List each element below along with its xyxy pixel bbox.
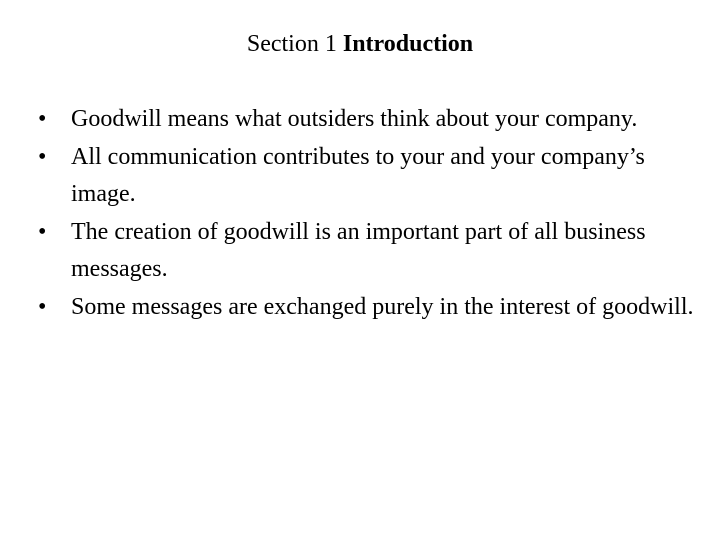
bullet-icon: • xyxy=(38,218,47,245)
bullet-list xyxy=(38,101,698,326)
list-item xyxy=(38,289,698,327)
bullet-icon: • xyxy=(38,143,47,170)
slide-title xyxy=(0,28,720,60)
title-section-label: Section 1 xyxy=(246,31,337,57)
bullet-text: Goodwill means what outsiders think about your company. xyxy=(71,106,638,132)
title-heading: Introduction xyxy=(342,31,474,57)
bullet-icon: • xyxy=(38,106,47,132)
list-item xyxy=(38,214,698,289)
bullet-text: The creation of goodwill is an important part of all business messages. xyxy=(71,218,646,282)
list-item xyxy=(38,139,698,214)
bullet-text: All communication contributes to your and your company’s image. xyxy=(71,143,645,207)
bullet-icon: • xyxy=(38,293,47,320)
bullet-text: Some messages are exchanged purely in the interest of goodwill. xyxy=(71,293,694,320)
list-item xyxy=(38,101,698,139)
